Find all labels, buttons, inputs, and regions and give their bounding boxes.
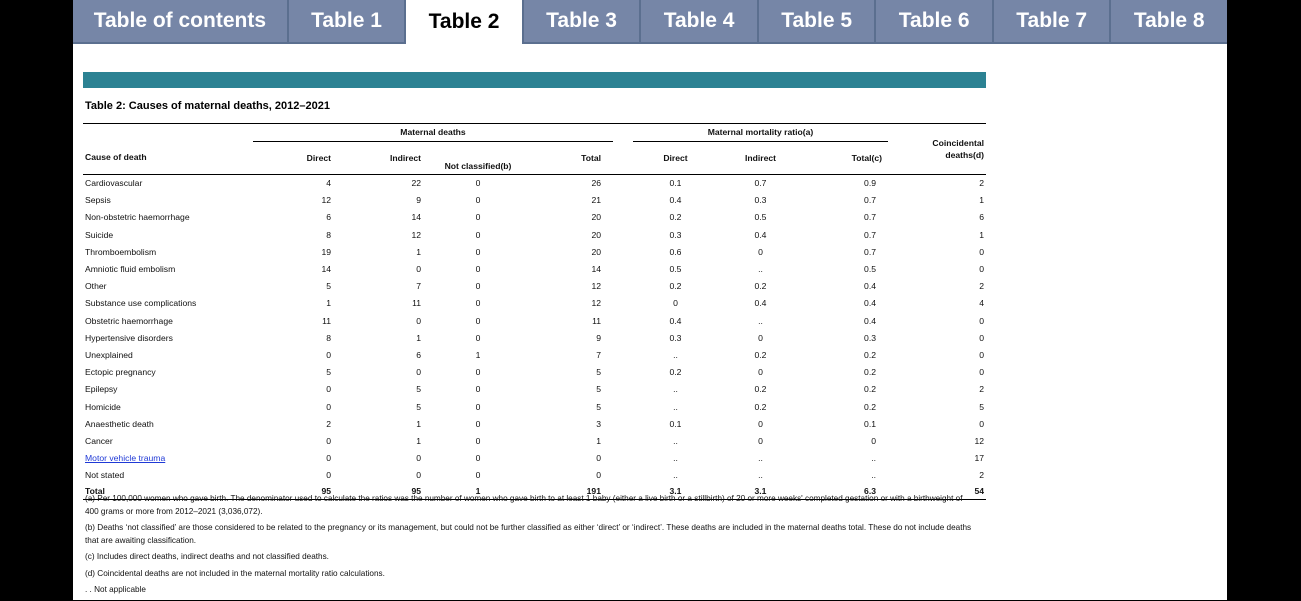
cell-indirect: 1 xyxy=(416,435,421,446)
cell-coincidental: 5 xyxy=(979,401,984,412)
cell-gap xyxy=(613,364,633,381)
cell-gap xyxy=(613,295,633,312)
cell-total: 191 xyxy=(523,484,613,500)
table-row xyxy=(83,175,986,193)
cell-ratio-direct: .. xyxy=(673,453,678,464)
cell-direct: 19 xyxy=(321,246,331,257)
header-ratio-direct: Direct xyxy=(633,142,718,175)
table-row xyxy=(83,278,986,295)
cell-ratio-direct: .. xyxy=(673,435,678,446)
cell-cause: Sepsis xyxy=(85,195,111,206)
cell-total: 5 xyxy=(596,401,601,412)
cell-direct: 1 xyxy=(326,298,331,309)
header-blank xyxy=(83,124,253,142)
cell-coincidental: 2 xyxy=(979,384,984,395)
cell-total: 0 xyxy=(596,453,601,464)
cell-ratio-indirect: .. xyxy=(758,470,763,481)
cell-ratio-direct: 0.5 xyxy=(669,264,682,275)
header-gap xyxy=(613,124,633,142)
cell-ratio-indirect: .. xyxy=(758,453,763,464)
cell-direct: 12 xyxy=(321,195,331,206)
cell-cause: Other xyxy=(85,281,107,292)
cell-coincidental: 0 xyxy=(979,367,984,378)
cell-coincidental: 0 xyxy=(979,349,984,360)
table-row xyxy=(83,467,986,484)
table-row xyxy=(83,261,986,278)
header-indirect: Indirect xyxy=(343,142,433,175)
table-row xyxy=(83,295,986,312)
cell-ratio-indirect: 0 xyxy=(758,246,763,257)
cell-ratio-direct: .. xyxy=(673,384,678,395)
cell-cause: Homicide xyxy=(85,401,121,412)
cell-indirect: 12 xyxy=(411,229,421,240)
cell-cause: Not stated xyxy=(85,470,125,481)
cell-ratio-direct: 0.4 xyxy=(669,315,682,326)
cell-indirect: 5 xyxy=(416,401,421,412)
cell-coincidental: 2 xyxy=(979,178,984,189)
tab-table-3[interactable]: Table 3 xyxy=(524,0,640,42)
cell-gap xyxy=(613,330,633,347)
cell-gap xyxy=(613,347,633,364)
header-ratio-total: Total(c) xyxy=(803,142,888,175)
tab-table-1[interactable]: Table 1 xyxy=(289,0,405,42)
cell-ratio-indirect: 0 xyxy=(758,435,763,446)
cell-not-classified: 0 xyxy=(475,367,481,378)
tab-table-6[interactable]: Table 6 xyxy=(876,0,992,42)
cell-indirect: 7 xyxy=(416,281,421,292)
cell-gap xyxy=(613,209,633,226)
cell-indirect: 0 xyxy=(416,315,421,326)
cell-not-classified: 0 xyxy=(475,435,481,446)
cell-coincidental: 1 xyxy=(979,229,984,240)
cell-ratio-direct: 0.1 xyxy=(669,178,682,189)
cell-ratio-total: .. xyxy=(871,453,876,464)
cell-cause: Cardiovascular xyxy=(85,178,143,189)
cell-total: 20 xyxy=(591,229,601,240)
footnote-d: (d) Coincidental deaths are not included in the maternal mortality ratio calculations. xyxy=(85,568,385,578)
cell-not-classified: 0 xyxy=(475,229,481,240)
cell-ratio-total: 0.2 xyxy=(864,384,876,395)
header-banner xyxy=(83,72,986,88)
cell-coincidental: 54 xyxy=(888,484,986,500)
cell-not-classified: 0 xyxy=(475,178,481,189)
cell-cause: Cancer xyxy=(85,435,113,446)
cell-ratio-total: 0.2 xyxy=(864,367,876,378)
cell-direct: 4 xyxy=(326,178,331,189)
cell-indirect: 0 xyxy=(416,264,421,275)
table-row xyxy=(83,381,986,398)
cell-ratio-direct: .. xyxy=(673,349,678,360)
table-row xyxy=(83,209,986,226)
cell-ratio-indirect: 0 xyxy=(758,367,763,378)
cell-ratio-direct: 0 xyxy=(673,298,678,309)
cell-coincidental: 6 xyxy=(979,212,984,223)
cell-indirect: 0 xyxy=(416,367,421,378)
cell-direct: 0 xyxy=(326,435,331,446)
cell-ratio-direct: 0.1 xyxy=(669,418,682,429)
cell-total: 0 xyxy=(596,470,601,481)
tab-table-7[interactable]: Table 7 xyxy=(994,0,1110,42)
cell-ratio-direct: 0.2 xyxy=(669,281,682,292)
tab-bar xyxy=(73,0,1227,44)
tab-table-4[interactable]: Table 4 xyxy=(641,0,757,42)
cell-indirect: 0 xyxy=(416,470,421,481)
header-direct: Direct xyxy=(253,142,343,175)
table-row xyxy=(83,398,986,415)
cell-ratio-total: 0.7 xyxy=(864,212,876,223)
cell-direct: 0 xyxy=(326,384,331,395)
cell-ratio-indirect: 0 xyxy=(758,418,763,429)
cell-cause: Unexplained xyxy=(85,349,133,360)
cell-coincidental: 0 xyxy=(979,332,984,343)
cell-total: 26 xyxy=(591,178,601,189)
cell-gap xyxy=(613,450,633,467)
cell-gap xyxy=(613,467,633,484)
cell-ratio-direct: .. xyxy=(673,470,678,481)
cell-ratio-direct: .. xyxy=(673,401,678,412)
footnote-not-applicable: . . Not applicable xyxy=(85,585,146,594)
cell-ratio-total: 0.1 xyxy=(864,418,876,429)
cell-gap xyxy=(613,175,633,193)
cell-not-classified: 0 xyxy=(475,264,481,275)
cell-not-classified: 0 xyxy=(475,401,481,412)
cell-ratio-total: 6.3 xyxy=(803,484,888,500)
cell-ratio-indirect: 0.5 xyxy=(754,212,767,223)
table-row xyxy=(83,313,986,330)
cell-ratio-indirect: .. xyxy=(758,264,763,275)
cell-cause: Hypertensive disorders xyxy=(85,332,173,343)
cell-ratio-total: 0.4 xyxy=(864,315,876,326)
cell-ratio-indirect: 0.2 xyxy=(754,384,767,395)
cell-ratio-total: 0.7 xyxy=(864,246,876,257)
cell-not-classified: 0 xyxy=(475,212,481,223)
tab-table-5[interactable]: Table 5 xyxy=(759,0,875,42)
cell-ratio-direct: 0.3 xyxy=(669,229,682,240)
cell-coincidental: 0 xyxy=(979,246,984,257)
table-row xyxy=(83,347,986,364)
cell-gap xyxy=(613,398,633,415)
cell-cause: Amniotic fluid embolism xyxy=(85,264,176,275)
cell-not-classified: 1 xyxy=(475,349,481,360)
cell-total: 12 xyxy=(591,281,601,292)
cell-direct: 8 xyxy=(326,229,331,240)
tab-table-8[interactable]: Table 8 xyxy=(1111,0,1227,42)
cell-ratio-indirect: 0.2 xyxy=(754,281,767,292)
cell-not-classified: 0 xyxy=(475,281,481,292)
cell-ratio-direct: 0.2 xyxy=(669,367,682,378)
cell-coincidental: 0 xyxy=(979,315,984,326)
cell-coincidental: 0 xyxy=(979,264,984,275)
cell-indirect: 6 xyxy=(416,349,421,360)
cell-indirect: 5 xyxy=(416,384,421,395)
cell-cause: Suicide xyxy=(85,229,114,240)
cell-not-classified: 0 xyxy=(475,470,481,481)
cell-ratio-total: 0.2 xyxy=(864,401,876,412)
table-row xyxy=(83,450,986,467)
cell-ratio-indirect: 0.2 xyxy=(754,401,767,412)
cell-not-classified: 1 xyxy=(433,484,523,500)
cell-ratio-total: 0.4 xyxy=(864,298,876,309)
cell-coincidental: 0 xyxy=(979,418,984,429)
cell-cause: Total xyxy=(83,484,253,500)
cell-direct: 0 xyxy=(326,470,331,481)
cell-gap xyxy=(613,192,633,209)
cell-total: 5 xyxy=(596,384,601,395)
cell-ratio-total: 0.9 xyxy=(864,178,876,189)
cell-ratio-total: 0 xyxy=(871,435,876,446)
cell-total: 9 xyxy=(596,332,601,343)
cell-indirect: 9 xyxy=(416,195,421,206)
cell-ratio-total: .. xyxy=(871,470,876,481)
cell-total: 21 xyxy=(591,195,601,206)
cell-direct: 95 xyxy=(253,484,343,500)
cell-not-classified: 0 xyxy=(475,246,481,257)
cell-ratio-indirect: 0.4 xyxy=(754,298,767,309)
cell-not-classified: 0 xyxy=(475,195,481,206)
cell-cause: Non-obstetric haemorrhage xyxy=(85,212,190,223)
table-title: Table 2: Causes of maternal deaths, 2012–2021 xyxy=(85,100,330,112)
cell-cause xyxy=(83,450,253,467)
cell-indirect: 14 xyxy=(411,212,421,223)
footnote-b: (b) Deaths ‘not classified’ are those considered to be related to the pregnancy or its management, but could not be further classified as either ‘direct’ or ‘indirect’. These deaths are included in the maternal deaths total. These do not include deaths that are awaiting classification. xyxy=(85,523,972,545)
header-not-classified: Not classified(b) xyxy=(433,142,523,175)
footnotes xyxy=(85,493,975,601)
cell-ratio-total: 0.7 xyxy=(864,195,876,206)
cell-ratio-indirect: 0.2 xyxy=(754,349,767,360)
tab-table-of-contents[interactable]: Table of contents xyxy=(73,0,287,42)
cell-total: 11 xyxy=(592,315,601,326)
cell-indirect: 22 xyxy=(411,178,421,189)
cell-gap xyxy=(613,278,633,295)
table-row xyxy=(83,192,986,209)
cell-direct: 5 xyxy=(326,281,331,292)
cell-direct: 0 xyxy=(326,453,331,464)
cell-coincidental: 1 xyxy=(979,195,984,206)
table-row xyxy=(83,330,986,347)
header-coincidental-line2: deaths(d) xyxy=(945,150,984,160)
header-gap-2 xyxy=(613,142,633,175)
cell-indirect: 1 xyxy=(416,246,421,257)
causes-table xyxy=(83,123,986,500)
cell-indirect: 1 xyxy=(416,332,421,343)
cell-not-classified: 0 xyxy=(475,298,481,309)
cell-indirect: 0 xyxy=(416,453,421,464)
table-body xyxy=(83,175,986,500)
cell-total: 14 xyxy=(591,264,601,275)
header-coincidental-line1: Coincidental xyxy=(932,138,984,148)
cell-direct: 0 xyxy=(326,401,331,412)
cell-coincidental: 17 xyxy=(974,453,984,464)
cell-ratio-direct: 0.4 xyxy=(669,195,682,206)
cell-total: 1 xyxy=(596,435,601,446)
header-maternal-deaths: Maternal deaths xyxy=(253,124,613,142)
cell-ratio-direct: 3.1 xyxy=(633,484,718,500)
cell-coincidental: 2 xyxy=(979,281,984,292)
cell-ratio-direct: 0.3 xyxy=(669,332,682,343)
cell-gap xyxy=(613,416,633,433)
cell-ratio-indirect: 0.3 xyxy=(754,195,767,206)
table-row xyxy=(83,364,986,381)
header-cause: Cause of death xyxy=(83,142,253,175)
cell-cause: Ectopic pregnancy xyxy=(85,367,156,378)
cell-gap xyxy=(613,261,633,278)
header-total: Total xyxy=(523,142,613,175)
cell-direct: 6 xyxy=(326,212,331,223)
cell-not-classified: 0 xyxy=(475,418,481,429)
cause-link[interactable]: Motor vehicle trauma xyxy=(85,453,166,464)
cell-total: 3 xyxy=(596,418,601,429)
cell-direct: 5 xyxy=(326,367,331,378)
cell-indirect: 95 xyxy=(343,484,433,500)
cell-ratio-indirect: 3.1 xyxy=(718,484,803,500)
cell-total: 7 xyxy=(596,349,601,360)
cell-total: 20 xyxy=(591,246,601,257)
cell-ratio-total: 0.7 xyxy=(864,229,876,240)
cell-not-classified: 0 xyxy=(475,384,481,395)
cell-cause: Epilepsy xyxy=(85,384,118,395)
cell-ratio-total: 0.4 xyxy=(864,281,876,292)
cell-ratio-indirect: 0 xyxy=(758,332,763,343)
cell-not-classified: 0 xyxy=(475,315,481,326)
cell-ratio-total: 0.2 xyxy=(864,349,876,360)
table-row xyxy=(83,244,986,261)
cell-ratio-total: 0.5 xyxy=(864,264,876,275)
cell-total: 12 xyxy=(591,298,601,309)
footnote-a: (a) Per 100,000 women who gave birth. The denominator used to calculate the ratios was the number of women who gave birth to at least 1 baby (either a live birth or a stillbirth) of 20 or more weeks' completed gestation or with a birthweight of 400 grams or more from 2012–2021 (3,036,072). xyxy=(85,494,963,516)
cell-coincidental: 4 xyxy=(979,298,984,309)
cell-coincidental: 2 xyxy=(979,470,984,481)
table-row xyxy=(83,227,986,244)
table-row xyxy=(83,433,986,450)
header-ratio-indirect: Indirect xyxy=(718,142,803,175)
cell-ratio-indirect: 0.4 xyxy=(754,229,767,240)
cell-coincidental: 12 xyxy=(974,435,984,446)
header-mortality-ratio: Maternal mortality ratio(a) xyxy=(633,124,888,142)
cell-ratio-indirect: 0.7 xyxy=(754,178,767,189)
cell-direct: 14 xyxy=(321,264,331,275)
cell-total: 5 xyxy=(596,367,601,378)
header-coincidental xyxy=(888,124,986,175)
cell-direct: 8 xyxy=(326,332,331,343)
cell-cause: Obstetric haemorrhage xyxy=(85,315,173,326)
cell-direct: 2 xyxy=(326,418,331,429)
footnote-c: (c) Includes direct deaths, indirect deaths and not classified deaths. xyxy=(85,552,329,561)
cell-indirect: 1 xyxy=(416,418,421,429)
cell-gap xyxy=(613,381,633,398)
cell-indirect: 11 xyxy=(412,298,421,309)
cell-cause: Anaesthetic death xyxy=(85,418,154,429)
cell-not-classified: 0 xyxy=(475,332,481,343)
cell-cause: Thromboembolism xyxy=(85,246,157,257)
cell-ratio-direct: 0.6 xyxy=(669,246,682,257)
tab-table-2[interactable]: Table 2 xyxy=(406,0,522,44)
cell-total: 20 xyxy=(591,212,601,223)
cell-ratio-total: 0.3 xyxy=(864,332,876,343)
cell-not-classified: 0 xyxy=(475,453,481,464)
cell-cause: Substance use complications xyxy=(85,298,197,309)
cell-ratio-indirect: .. xyxy=(758,315,763,326)
cell-gap xyxy=(613,244,633,261)
cell-direct: 0 xyxy=(326,349,331,360)
cell-gap xyxy=(613,313,633,330)
cell-direct: 11 xyxy=(322,315,331,326)
table-row xyxy=(83,416,986,433)
cell-ratio-direct: 0.2 xyxy=(669,212,682,223)
cell-gap xyxy=(613,227,633,244)
cell-gap xyxy=(613,433,633,450)
